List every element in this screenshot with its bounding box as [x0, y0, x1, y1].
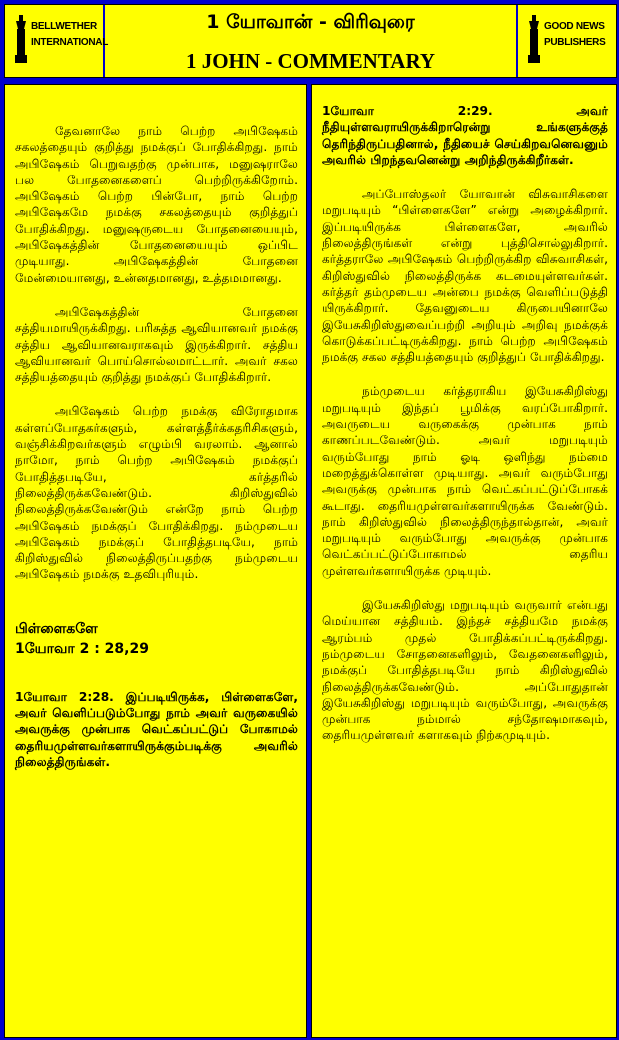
verse-2-29: 1யோவா 2:29. அவர் நீதியுள்ளவராயிருக்கிறாரென்று உங்களுக்குத் தெரிந்திருப்பதினால், நீதியைச் செய்கிறவனெவனும் அவரில் பிறந்தவனென்று அறிந்திருக்கிறீர்கள்.: [322, 104, 608, 167]
page-title-english: 1 JOHN - COMMENTARY: [185, 49, 436, 73]
left-paragraph-2: அபிஷேகத்தின் போதனை சத்தியமாயிருக்கிறது. பரிசுத்த ஆவியானவர் நமக்கு சத்திய ஆவியானவராகவும் இருக்கிறார். சத்திய ஆவியானவர் பொய்சொல்லமாட்டார். அவர் சகல சத்தியத்தையும் குறித்து நமக்குப் போதிக்கிறார்.: [15, 304, 298, 385]
logo-left-line2: INTERNATIONAL: [31, 37, 109, 48]
bell-tower-icon: [526, 15, 542, 63]
section-title: பிள்ளைகளே: [15, 620, 98, 637]
left-column: [4, 84, 307, 1038]
right-paragraph-1: அப்போஸ்தலர் யோவான் விசுவாசிகளை மறுபடியும் “பிள்ளைகளே” என்று அழைக்கிறார். இப்படியிருக்க பிள்ளைகளே, அவரில் நிலைத்திருங்கள் என்று புத்திசொல்லுகிறார். கர்த்தராலே அபிஷேகம் பெற்றிருக்கிற விசுவாசிகள், கிறிஸ்துவில் நிலைத்திருக்க கடமையுள்ளவர்கள். கர்த்தர் தம்முடைய அன்பை நமக்கு வெளிப்படுத்தி யிருக்கிறார். தேவனுடைய கிருபையினாலே இயேசுகிறிஸ்துவைப்பற்றி அறியும் அறிவு நமக்குக் கொடுக்கப்பட்டிருக்கிறது. நாம் பெற்ற அபிஷேகம் நமக்கு சகல சத்தியத்தையும் குறித்துப் போதிக்கிறது.: [322, 187, 608, 365]
right-column: [311, 84, 617, 1038]
logo-right-line2: PUBLISHERS: [544, 37, 606, 48]
logo-left-line1: BELLWETHER: [31, 21, 97, 32]
page-title-tamil: 1 யோவான் - விரிவுரை: [206, 11, 415, 33]
logo-right-line1: GOOD NEWS: [544, 21, 605, 32]
left-paragraph-1: தேவனாலே நாம் பெற்ற அபிஷேகம் சகலத்தையும் குறித்து நமக்குப் போதிக்கிறது. நாம் அபிஷேகம் பெறுவதற்கு முன்பாக, மனுஷராலே பல போதனைகளைப் பெற்றிருக்கிறோம். அபிஷேகம் பெற்ற பின்போ, நாம் பெற்ற அபிஷேகமே நமக்கு சகலத்தையும் குறித்துப் போதிக்கிறது. மனுஷருடைய போதனையையும், அபிஷேகத்தின் போதனையையும் ஒப்பிட முடியாது. அபிஷேகத்தின் போதனை மேன்மையானது, உன்னதமானது, உத்தமமானது.: [15, 124, 298, 285]
bell-tower-icon: [13, 15, 29, 63]
verse-2-28: 1யோவா 2:28. இப்படியிருக்க, பிள்ளைகளே, அவர் வெளிப்படும்போது நாம் அவர் வருகையில் அவருக்கு முன்பாக வெட்கப்பட்டுப் போகாமல் தைரியமுள்ளவர்களாயிருக்கும்படிக்கு அவரில் நிலைத்திருங்கள்.: [15, 689, 298, 769]
right-paragraph-2: நம்முடைய கர்த்தராகிய இயேசுகிறிஸ்து மறுபடியும் இந்தப் பூமிக்கு வரப்போகிறார். அவருடைய வருகைக்கு முன்பாக நாம் காணப்படவேண்டும். அவர் மறுபடியும் வரும்போது நாம் ஓடி ஒளிந்து நம்மை மறைத்துக்கொள்ள முடியாது. அவர் வரும்போது அவருக்கு முன்பாக நாம் வெட்கப்பட்டுப்போகக் கூடாது. தைரியமுள்ளவர்களாயிருக்க வேண்டும். நாம் கிறிஸ்துவில் நிலைத்திருந்தால்தான், அவர் மறுபடியும் வரும்போது அவருக்கு முன்பாக வெட்கப்பட்டுப்போகாமல் தைரிய முள்ளவர்களாயிருக்க முடியும்.: [322, 384, 608, 578]
right-paragraph-3: இயேசுகிறிஸ்து மறுபடியும் வருவார் என்பது மெய்யான சத்தியம். இந்தச் சத்தியமே நமக்கு ஆரம்பம் முதல் போதிக்கப்பட்டிருக்கிறது. நம்முடைய சோதனைகளிலும், வேதனைகளிலும், நமக்குப் போதித்தபடியே நாம் கிறிஸ்துவில் நிலைத்திருக்கவேண்டும். அப்போதுதான் இயேசுகிறிஸ்து மறுபடியும் வரும்போது, அவருக்கு முன்பாக நம்மால் சந்தோஷமாகவும், தைரியமுள்ளவர் களாகவும் நிற்கமுடியும்.: [322, 598, 608, 743]
bellwether-logo: [5, 5, 109, 77]
good-news-logo: [516, 5, 616, 77]
header: [4, 4, 617, 78]
left-paragraph-3: அபிஷேகம் பெற்ற நமக்கு விரோதமாக கள்ளப்போதகர்களும், கள்ளத்தீர்க்கதரிசிகளும், வஞ்சிக்கிறவர்களும் எழும்பி வரலாம். ஆனால் நாமோ, நாம் பெற்ற அபிஷேகம் நமக்குப் போதித்தபடியே, கர்த்தரில் நிலைத்திருக்கவேண்டும். கிறிஸ்துவில் நிலைத்திருக்கவேண்டும் என்றே நாம் பெற்ற அபிஷேகம் நமக்குப் போதிக்கிறது. நம்முடைய அபிஷேகம் நமக்குப் போதித்தபடியே, நாம் கிறிஸ்துவில் நிலைத்திருப்பதற்கு நம்முடைய அபிஷேகம் நமக்கு உதவிபுரியும்.: [15, 404, 298, 582]
section-reference: 1யோவா 2 : 28,29: [15, 640, 149, 657]
